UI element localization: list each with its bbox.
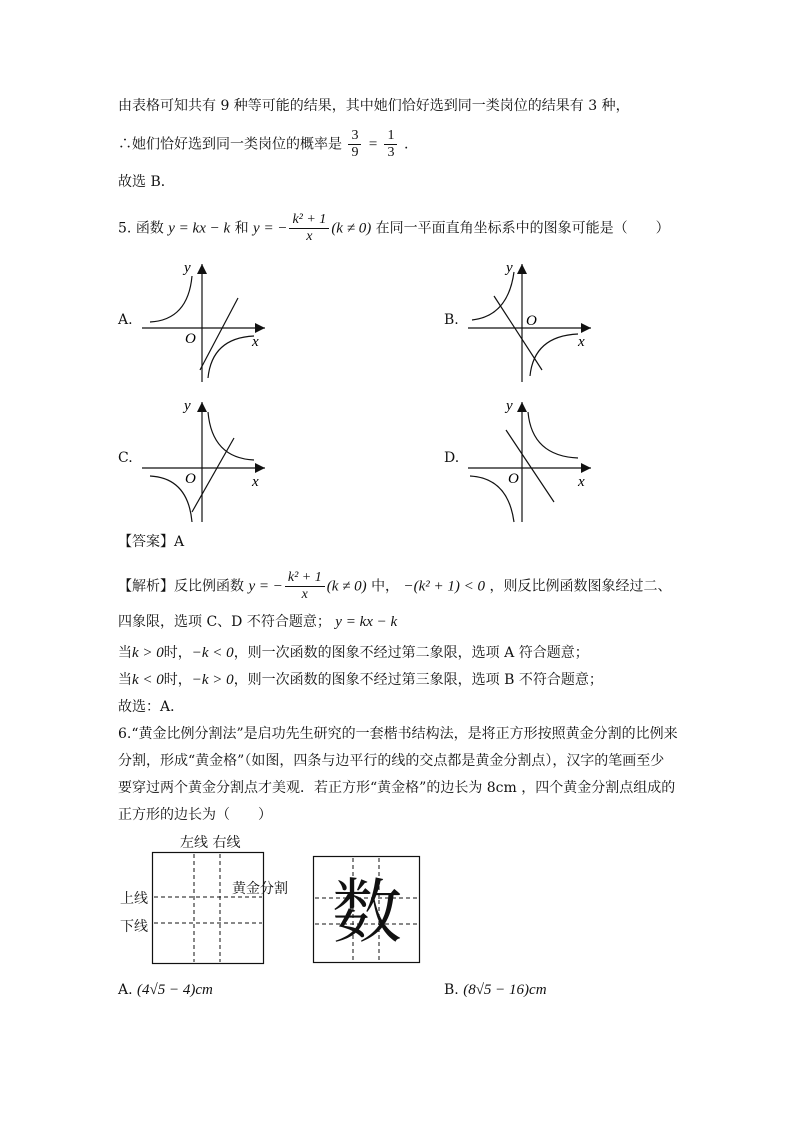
graph-option-b: [456, 250, 606, 390]
line-graph: [200, 298, 238, 370]
hyperbola-branch-q4: [530, 334, 578, 376]
inverse-fraction: $\frac{\text{k² + 1}}{x}$: [289, 212, 329, 245]
x-axis-arrow-icon: [255, 323, 265, 333]
line-graph: [494, 296, 542, 370]
graph-option-c: [130, 390, 280, 530]
probability-text: ∴她们恰好选到同一类岗位的概率是: [118, 136, 342, 153]
svg-text:x: x: [578, 474, 585, 490]
svg-text:y: y: [184, 398, 191, 414]
fig-left-right-lines-label: 左线 右线: [180, 835, 241, 851]
question-6-line-3: 要穿过两个黄金分割点才美观．若正方形“黄金格”的边长为 8cm ，四个黄金分割点组成的: [118, 780, 676, 796]
answer-5: 【答案】A: [118, 534, 185, 550]
grid-square: [153, 853, 264, 964]
explanation-5-line-5: 故选：A．: [118, 699, 185, 715]
line-graph: [192, 438, 234, 512]
y-axis-arrow-icon: [517, 264, 527, 274]
linear-function: y = kx − k: [168, 220, 231, 237]
svg-text:O: O: [508, 471, 519, 487]
option-a-label: A.: [118, 312, 133, 328]
explanation-5-line-3: 当k > 0时，−k < 0，则一次函数的图象不经过第二象限，选项 A 符合题意；: [118, 645, 589, 661]
hyperbola-branch-q2: [472, 272, 514, 320]
x-axis-arrow-icon: [581, 463, 591, 473]
x-axis-arrow-icon: [581, 323, 591, 333]
explanation-5-line-4: 当k < 0时，−k > 0，则一次函数的图象不经过第三象限，选项 B 不符合题意；: [118, 672, 603, 688]
option-6-b: B. (8√5 − 16)cm: [444, 982, 547, 998]
hyperbola-branch-q1: [208, 412, 254, 460]
fraction-1-3: $\frac{1}{3}$: [384, 128, 397, 161]
question-6-line-4: 正方形的边长为（ ）: [118, 807, 272, 823]
svg-text:x: x: [252, 474, 259, 490]
fraction-3-9: $\frac{3}{9}$: [348, 128, 361, 161]
option-d-label: D.: [444, 450, 460, 466]
svg-text:x: x: [252, 334, 259, 350]
question-6-line-2: 分割，形成“黄金格”（如图，四条与边平行的线的交点都是黄金分割点），汉字的笔画至少: [118, 753, 665, 769]
svg-text:x: x: [578, 334, 585, 350]
hyperbola-branch-q2: [150, 276, 192, 322]
paragraph-result-count: 由表格可知共有 9 种等可能的结果，其中她们恰好选到同一类岗位的结果有 3 种，: [118, 98, 630, 114]
golden-grid-figure: [152, 852, 266, 966]
x-axis-arrow-icon: [255, 463, 265, 473]
hyperbola-branch-q1: [528, 412, 578, 458]
option-b-label: B.: [444, 312, 459, 328]
equals-sign: =: [367, 136, 379, 153]
svg-text:O: O: [185, 331, 196, 347]
fig-golden-ratio-label: 黄金分割: [232, 881, 288, 897]
y-axis-arrow-icon: [197, 264, 207, 274]
svg-text:O: O: [526, 313, 537, 329]
line-graph: [506, 430, 554, 502]
calligraphy-character: 数: [332, 875, 402, 952]
y-axis-arrow-icon: [197, 402, 207, 412]
svg-text:y: y: [506, 260, 513, 276]
y-axis-arrow-icon: [517, 402, 527, 412]
question-5-stem: 5. 函数 y = kx − k 和 y = − $\frac{\text{k² + 1}}{x}$ (k ≠ 0) 在同一平面直角坐标系中的图象可能是（ ）: [118, 212, 670, 244]
graph-option-d: [456, 390, 606, 530]
question-6-line-1: 6.“黄金比例分割法”是启功先生研究的一套楷书结构法，是将正方形按照黄金分割的比例来: [118, 726, 678, 742]
option-6-a: A. (4√5 − 4)cm: [118, 982, 213, 998]
fig-lower-line-label: 下线: [120, 919, 148, 935]
svg-text:O: O: [185, 471, 196, 487]
explanation-5-line-2: 四象限，选项 C、D 不符合题意； y = kx − k: [118, 614, 398, 630]
fig-upper-line-label: 上线: [120, 891, 148, 907]
svg-text:y: y: [506, 398, 513, 414]
graph-option-a: [130, 250, 280, 390]
option-c-label: C.: [118, 450, 133, 466]
svg-text:y: y: [184, 260, 191, 276]
golden-grid-character: [313, 856, 421, 964]
paragraph-probability: ∴她们恰好选到同一类岗位的概率是 $\frac{3}{9}$ = $\frac{1}{3}$ .: [118, 128, 409, 160]
paragraph-choose-b: 故选 B．: [118, 174, 175, 190]
explanation-5-line-1: 【解析】反比例函数 y = − $\frac{\text{k² + 1}}{x}$ (k ≠ 0) 中， −(k² + 1) < 0 ，则反比例函数图象经过二、: [118, 570, 672, 602]
